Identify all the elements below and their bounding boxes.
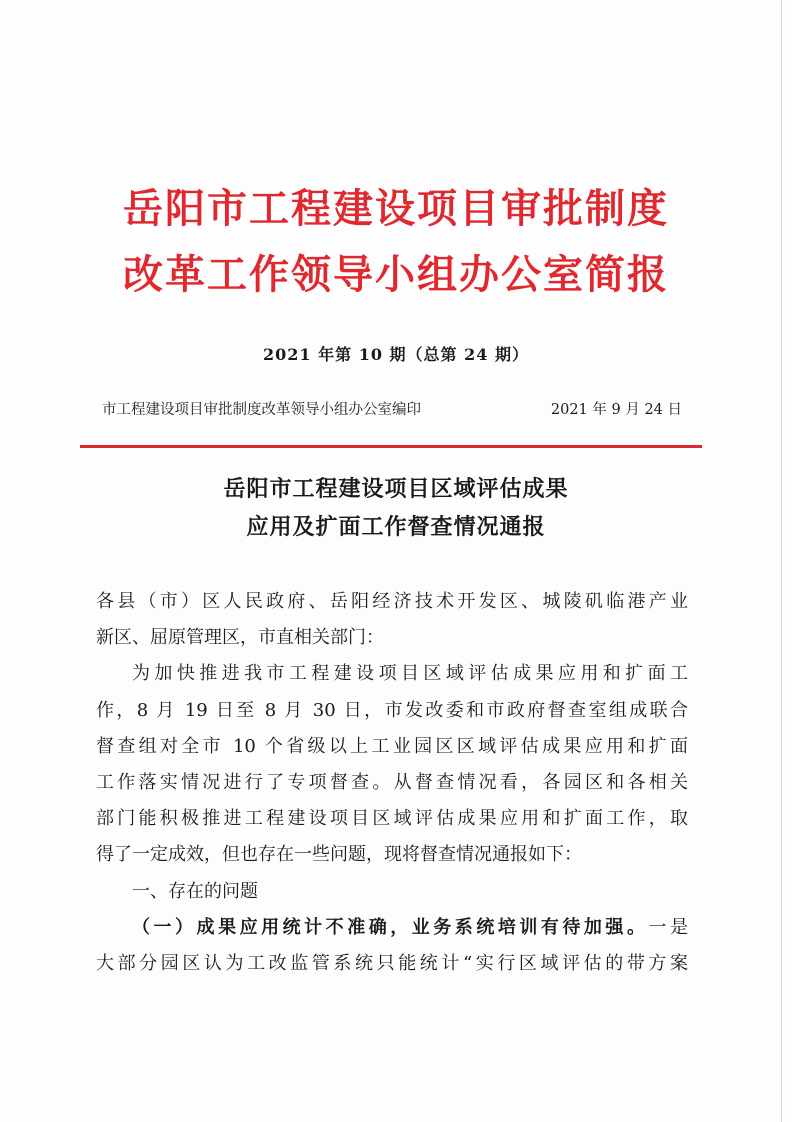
editor-org: 市工程建设项目审批制度改革领导小组办公室编印 xyxy=(102,402,421,418)
addressee-line-2: 新区、屈原管理区，市直相关部门： xyxy=(96,627,384,649)
para1-line-5: 部门能积极推进工程建设项目区域评估成果应用和扩面工作，取 xyxy=(96,808,688,830)
notice-title-line-2: 应用及扩面工作督查情况通报 xyxy=(246,514,546,540)
para1-line-1: 为加快推进我市工程建设项目区域评估成果应用和扩面工 xyxy=(132,663,688,685)
addressee-line-1: 各县（市）区人民政府、岳阳经济技术开发区、城陵矶临港产业 xyxy=(96,591,688,612)
notice-title-line-1: 岳阳市工程建设项目区域评估成果 xyxy=(223,476,569,502)
editor-line xyxy=(102,398,682,419)
para1-line-3: 督查组对全市 10 个省级以上工业园区区域评估成果应用和扩面 xyxy=(96,735,688,757)
bulletin-title-line-1: 岳阳市工程建设项目审批制度 xyxy=(123,185,669,232)
scan-edge-line xyxy=(781,0,782,1122)
para1-line-4: 工作落实情况进行了专项督查。从督查情况看，各园区和各相关 xyxy=(96,772,688,794)
subsection-1-heading: （一）成果应用统计不准确，业务系统培训有待加强。 xyxy=(132,916,649,938)
subsection-1-line-2: 大部分园区认为工改监管系统只能统计“实行区域评估的带方案 xyxy=(96,953,688,975)
red-divider xyxy=(80,445,702,448)
bulletin-title-line-2: 改革工作领导小组办公室简报 xyxy=(123,251,669,298)
bulletin-title xyxy=(0,176,792,308)
subsection-1-line-1 xyxy=(96,910,688,946)
section-heading-1: 一、存在的问题 xyxy=(132,880,258,902)
para1-line-6: 得了一定成效，但也存在一些问题，现将督查情况通报如下： xyxy=(96,844,582,866)
document-body xyxy=(96,584,688,982)
notice-title xyxy=(0,470,792,546)
issue-number: 2021 年第 10 期（总第 24 期） xyxy=(263,345,529,364)
para1-line-2: 作，8 月 19 日至 8 月 30 日，市发改委和市政府督查室组成联合 xyxy=(96,699,688,721)
issue-date: 2021 年 9 月 24 日 xyxy=(550,402,682,418)
subsection-1-text: 一是 xyxy=(648,916,689,938)
